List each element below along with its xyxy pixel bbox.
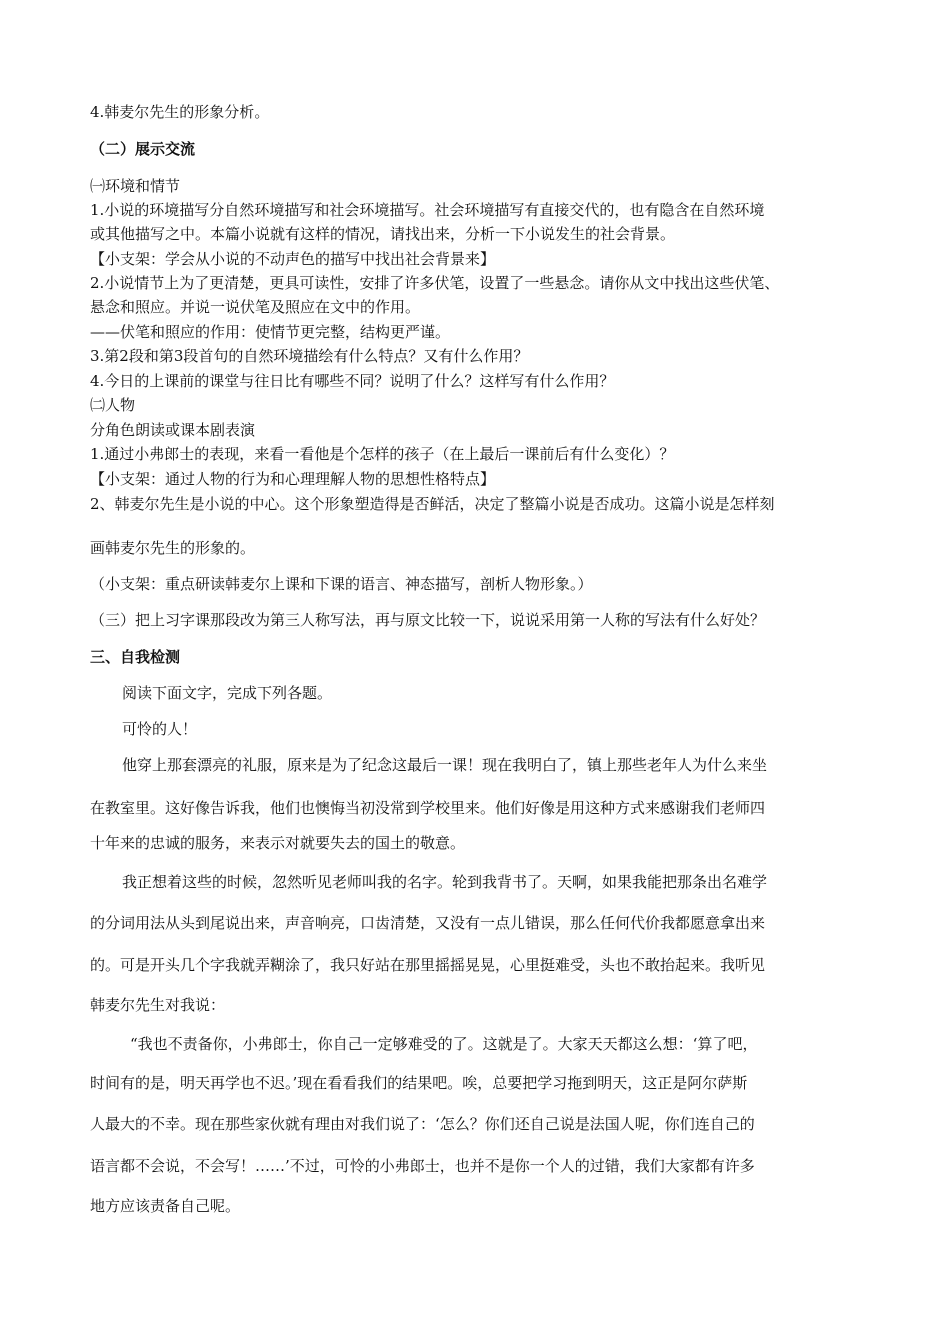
passage-line: 地方应该责备自己呢。 (90, 1197, 241, 1215)
subheading-environment-plot: ㈠环境和情节 (90, 177, 181, 195)
section-heading-self-check: 三、自我检测 (90, 648, 181, 666)
passage-line: 的分词用法从头到尾说出来，声音响亮，口齿清楚，又没有一点儿错误，那么任何代价我都愿意拿出来 (90, 914, 766, 932)
passage-line: 十年来的忠诚的服务，来表示对就要失去的国土的敬意。 (90, 834, 466, 852)
passage-line: “我也不责备你，小弗郎士，你自己一定够难受的了。这就是了。大家天天都这么想：‘算了吧， (130, 1035, 758, 1053)
passage-line: 的。可是开头几个字我就弄糊涂了，我只好站在那里摇摇晃晃，心里挺难受，头也不敢抬起来。我听见 (90, 956, 766, 974)
item-4-heading: 4.韩麦尔先生的形象分析。 (90, 103, 270, 121)
text-line: 或其他描写之中。本篇小说就有这样的情况，请找出来，分析一下小说发生的社会背景。 (90, 225, 676, 243)
text-line: （三）把上习字课那段改为第三人称写法，再与原文比较一下，说说采用第一人称的写法有什么好处？ (90, 611, 766, 629)
passage-line: 语言都不会说，不会写！……’不过，可怜的小弗郎士，也并不是你一个人的过错，我们大家都有许多 (90, 1157, 755, 1175)
text-line: 2、韩麦尔先生是小说的中心。这个形象塑造得是否鲜活，决定了整篇小说是否成功。这篇小说是怎样刻 (90, 495, 775, 513)
text-line: 4.今日的上课前的课堂与往日比有哪些不同？说明了什么？这样写有什么作用？ (90, 372, 615, 390)
scaffold-note: 【小支架：学会从小说的不动声色的描写中找出社会背景来】 (90, 250, 496, 268)
text-line: 2.小说情节上为了更清楚，更具可读性，安排了许多伏笔，设置了一些悬念。请你从文中找出这些伏笔、 (90, 274, 780, 292)
passage-line: 人最大的不幸。现在那些家伙就有理由对我们说了：‘怎么？你们还自己说是法国人呢，你们连自己的 (90, 1115, 755, 1133)
passage-line: 我正想着这些的时候，忽然听见老师叫我的名字。轮到我背书了。天啊，如果我能把那条出名难学 (122, 873, 768, 891)
section-heading-display: （二）展示交流 (90, 140, 196, 158)
text-line: 画韩麦尔先生的形象的。 (90, 539, 256, 557)
text-line: 1.通过小弗郎士的表现，来看一看他是个怎样的孩子（在上最后一课前后有什么变化）？ (90, 445, 675, 463)
passage-line: 韩麦尔先生对我说： (90, 996, 226, 1014)
reading-instruction: 阅读下面文字，完成下列各题。 (122, 684, 333, 702)
scaffold-note: 【小支架：通过人物的行为和心理理解人物的思想性格特点】 (90, 470, 496, 488)
scaffold-note: （小支架：重点研读韩麦尔上课和下课的语言、神态描写，剖析人物形象。） (90, 575, 593, 593)
text-line: 1.小说的环境描写分自然环境描写和社会环境描写。社会环境描写有直接交代的，也有隐含在自然环境 (90, 201, 765, 219)
passage-line: 在教室里。这好像告诉我，他们也懊悔当初没常到学校里来。他们好像是用这种方式来感谢我们老师四 (90, 799, 766, 817)
subheading-characters: ㈡人物 (90, 396, 136, 414)
text-line: ——伏笔和照应的作用：使情节更完整，结构更严谨。 (90, 323, 451, 341)
text-line: 3.第2段和第3段首句的自然环境描绘有什么特点？又有什么作用？ (90, 347, 529, 365)
passage-title: 可怜的人！ (122, 720, 198, 738)
passage-line: 他穿上那套漂亮的礼服，原来是为了纪念这最后一课！现在我明白了，镇上那些老年人为什么来坐 (122, 756, 768, 774)
passage-line: 时间有的是，明天再学也不迟。’现在看看我们的结果吧。唉，总要把学习拖到明天，这正是阿尔萨斯 (90, 1074, 748, 1092)
text-line: 分角色朗读或课本剧表演 (90, 421, 256, 439)
text-line: 悬念和照应。并说一说伏笔及照应在文中的作用。 (90, 298, 421, 316)
